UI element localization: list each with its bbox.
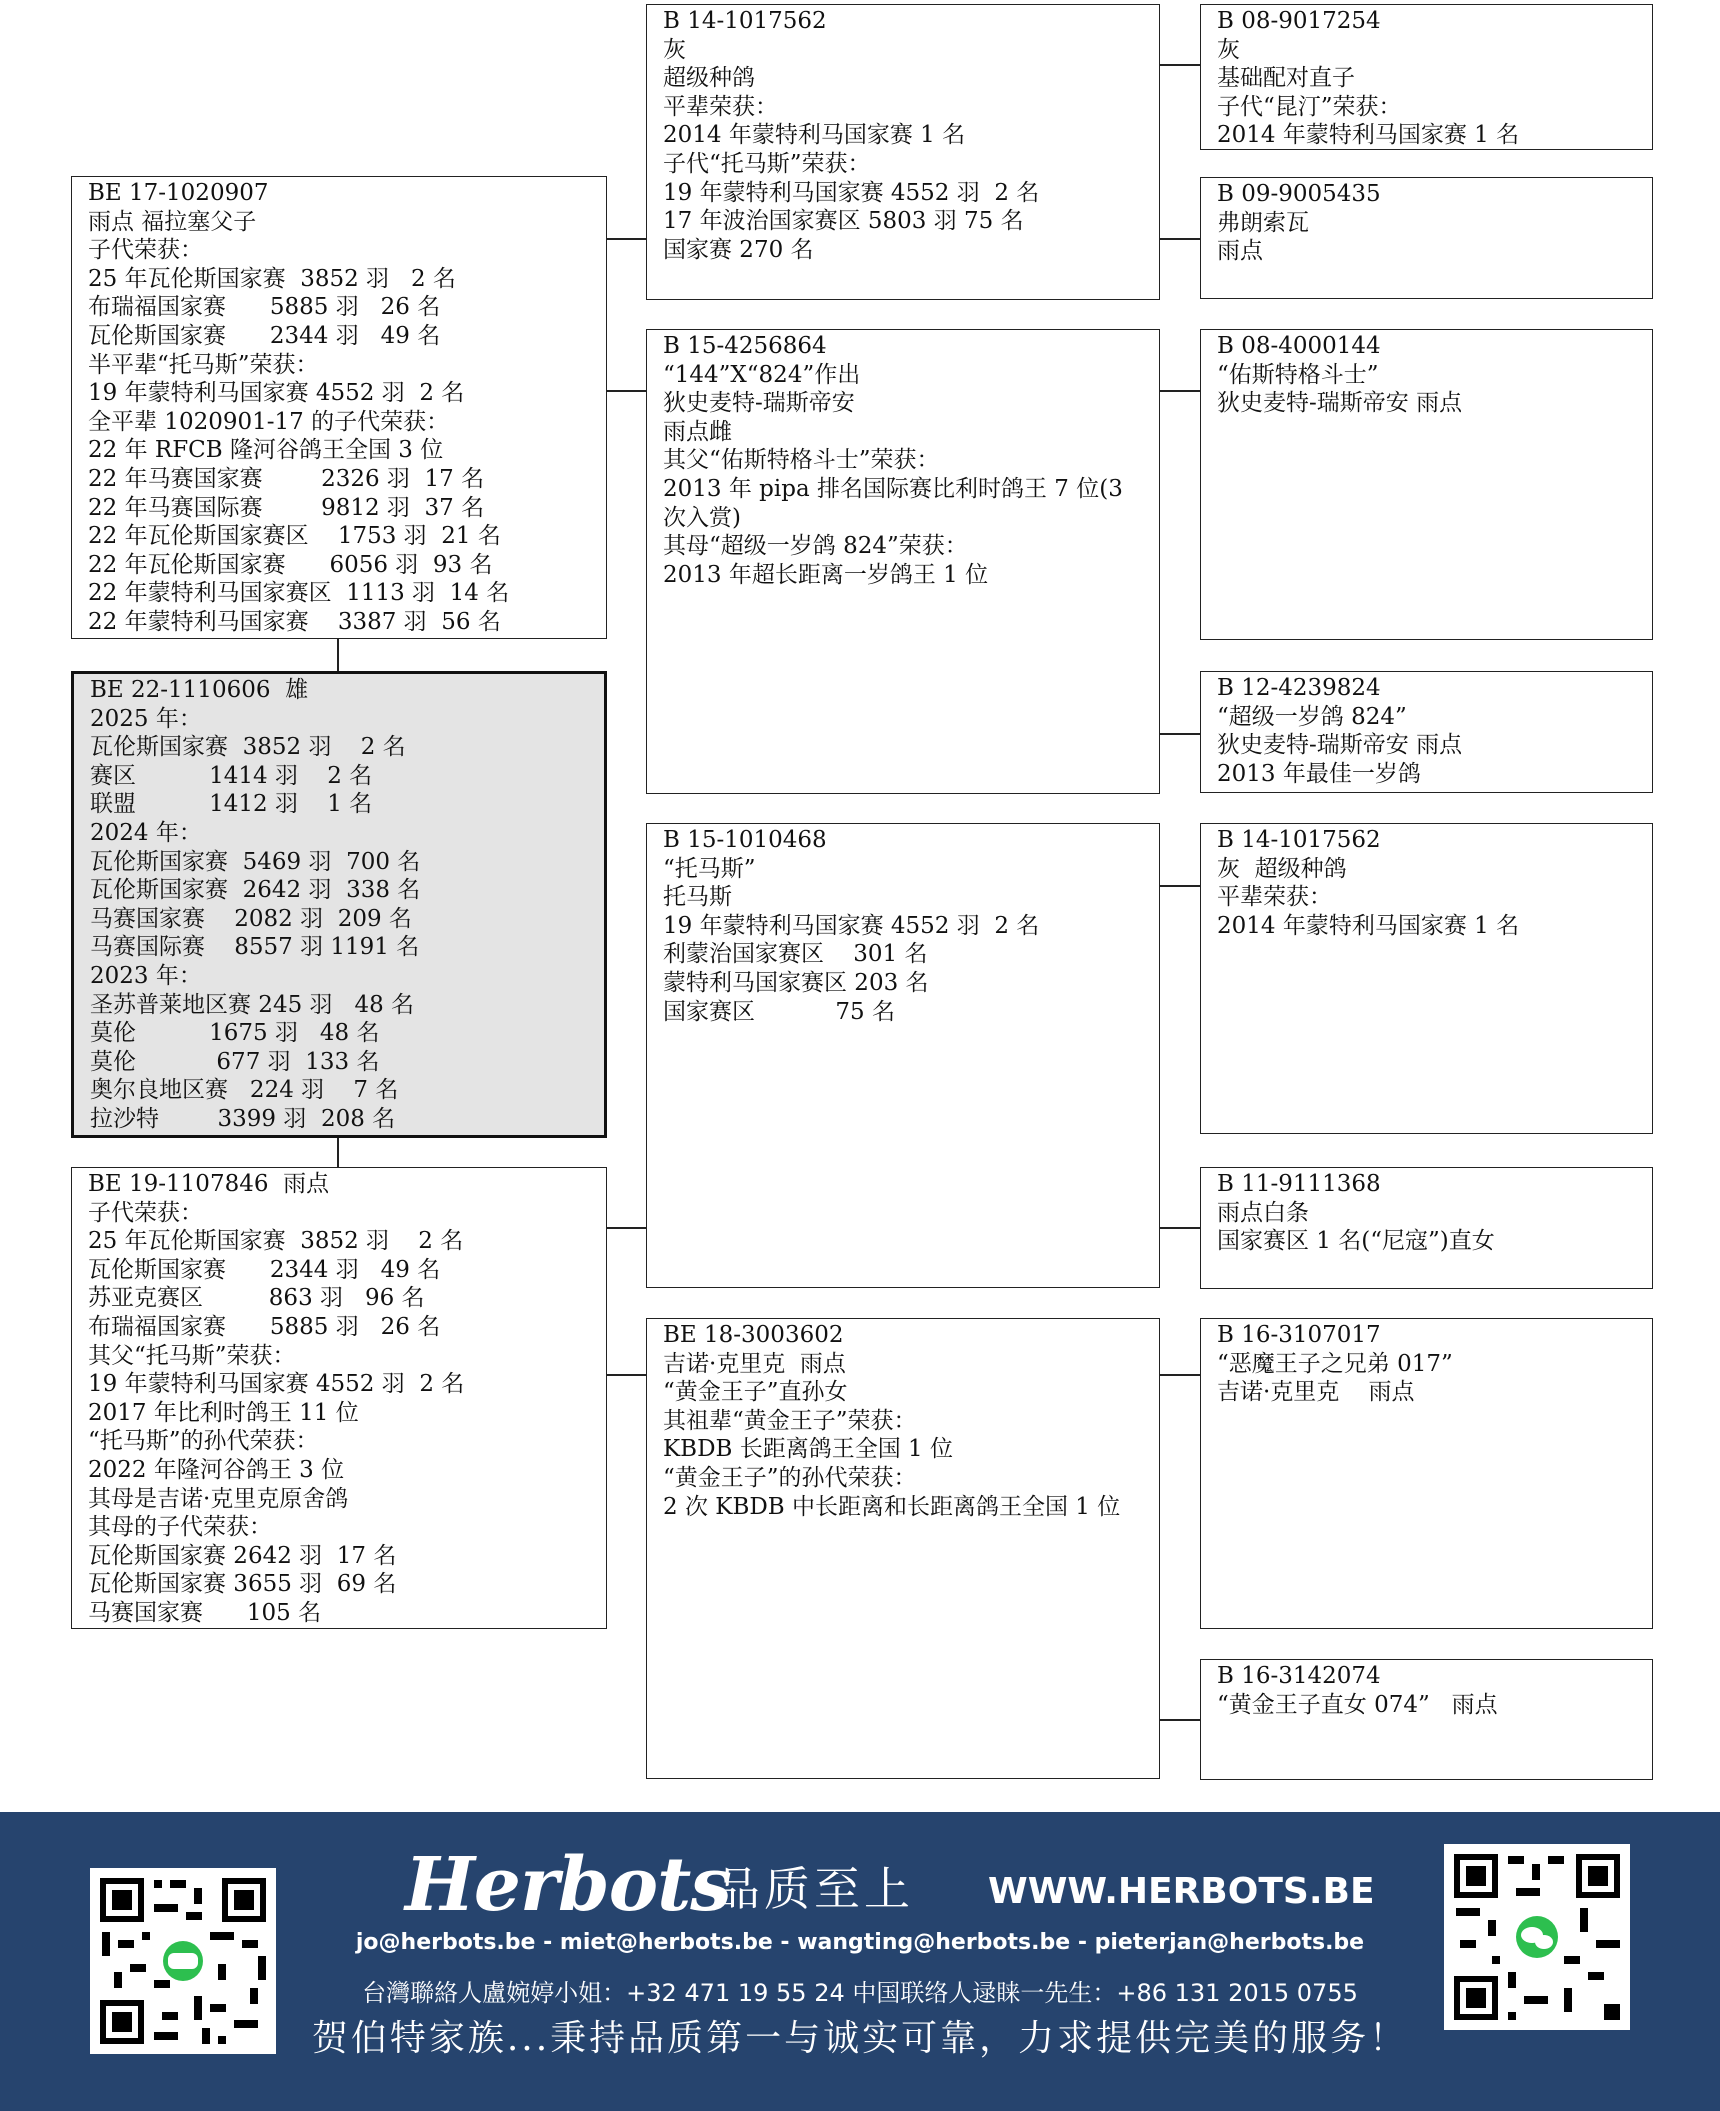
pedigree-line: 吉诺·克里克 雨点 — [663, 1350, 846, 1377]
pedigree-line: 17 年波治国家赛区 5803 羽 75 名 — [663, 208, 1024, 235]
pedigree-line: 灰 — [663, 36, 686, 63]
connector-line — [1160, 1719, 1200, 1721]
connector-line — [1160, 64, 1200, 66]
pedigree-line: 其父“托马斯”荣获： — [88, 1342, 296, 1369]
herbots-logo: Herbots — [405, 1842, 731, 1928]
pedigree-line: 赛区 1414 羽 2 名 — [90, 762, 373, 789]
pedigree-line: 灰 超级种鸽 — [1217, 855, 1347, 882]
pedigree-line: 2025 年： — [90, 705, 202, 732]
pedigree-line: 雨点 — [1217, 238, 1263, 265]
pedigree-line: “144”X“824”作出 — [663, 361, 861, 388]
pedigree-line: 瓦伦斯国家赛 5469 羽 700 名 — [90, 848, 421, 875]
ring-number: B 16-3107017 — [1217, 1322, 1381, 1348]
pedigree-line: 狄史麦特-瑞斯帝安 — [663, 390, 855, 417]
ring-number: B 08-9017254 — [1217, 8, 1381, 34]
great-granddam-3-card — [1200, 1167, 1653, 1289]
granddam-paternal-card — [646, 329, 1160, 794]
pedigree-line: 全平辈 1020901-17 的子代荣获： — [88, 408, 450, 435]
connector-line — [1160, 1227, 1200, 1229]
connector-line — [1160, 733, 1200, 735]
great-granddam-4-card — [1200, 1659, 1653, 1780]
granddam-maternal-card — [646, 1318, 1160, 1779]
pedigree-line: 雨点 福拉塞父子 — [88, 208, 257, 235]
pedigree-line: 其母“超级一岁鸽 824”荣获： — [663, 533, 968, 560]
pedigree-line: 奥尔良地区赛 224 羽 7 名 — [90, 1077, 399, 1104]
pedigree-line: 联盟 1412 羽 1 名 — [90, 791, 373, 818]
pedigree-line: 圣苏普莱地区赛 245 羽 48 名 — [90, 991, 415, 1018]
pedigree-line: 雨点白条 — [1217, 1199, 1309, 1226]
connector-line — [337, 1138, 339, 1167]
pedigree-line: 22 年瓦伦斯国家赛区 1753 羽 21 名 — [88, 523, 501, 550]
pedigree-line: 22 年马赛国际赛 9812 羽 37 名 — [88, 494, 485, 521]
pedigree-line: 2013 年 pipa 排名国际赛比利时鸽王 7 位(3 — [663, 475, 1123, 502]
pedigree-line: 布瑞福国家赛 5885 羽 26 名 — [88, 1313, 441, 1340]
ring-number: B 15-1010468 — [663, 827, 827, 853]
great-granddam-1-card — [1200, 177, 1653, 299]
ring-number: B 14-1017562 — [663, 8, 827, 34]
pedigree-line: 蒙特利马国家赛区 203 名 — [663, 969, 929, 996]
pedigree-line: 马赛国际赛 8557 羽 1191 名 — [90, 934, 420, 961]
pedigree-line: 22 年蒙特利马国家赛区 1113 羽 14 名 — [88, 580, 510, 607]
pedigree-line: 托马斯 — [663, 884, 732, 911]
pedigree-line: 子代“昆汀”荣获： — [1217, 93, 1402, 120]
pedigree-line: 2013 年超长距离一岁鸽王 1 位 — [663, 561, 989, 588]
pedigree-line: 2014 年蒙特利马国家赛 1 名 — [663, 122, 966, 149]
pedigree-line: 22 年蒙特利马国家赛 3387 羽 56 名 — [88, 608, 501, 635]
pedigree-line: 19 年蒙特利马国家赛 4552 羽 2 名 — [88, 1371, 465, 1398]
ring-number: BE 22-1110606 雄 — [90, 677, 309, 703]
pedigree-line: 2013 年最佳一岁鸽 — [1217, 760, 1421, 787]
ring-number: B 09-9005435 — [1217, 181, 1381, 207]
pedigree-line: 22 年马赛国家赛 2326 羽 17 名 — [88, 465, 485, 492]
pedigree-line: 22 年 RFCB 隆河谷鸽王全国 3 位 — [88, 437, 444, 464]
contact-phones: 台灣聯絡人盧婉婷小姐：+32 471 19 55 24 中国联络人逯睐一先生：+86 131 2015 0755 — [362, 1979, 1358, 2007]
pedigree-line: 19 年蒙特利马国家赛 4552 羽 2 名 — [663, 179, 1040, 206]
pedigree-line: 瓦伦斯国家赛 3852 羽 2 名 — [90, 734, 406, 761]
pedigree-line: 平辈荣获： — [663, 93, 778, 120]
great-granddam-2-card — [1200, 671, 1653, 793]
pedigree-line: 平辈荣获： — [1217, 884, 1332, 911]
ring-number: B 15-4256864 — [663, 333, 827, 359]
great-grandsire-2-card — [1200, 329, 1653, 640]
pedigree-line: 莫伦 1675 羽 48 名 — [90, 1020, 380, 1047]
pedigree-line: 瓦伦斯国家赛 2344 羽 49 名 — [88, 322, 441, 349]
pedigree-line: 苏亚克赛区 863 羽 96 名 — [88, 1285, 425, 1312]
pedigree-line: 瓦伦斯国家赛 2642 羽 17 名 — [88, 1542, 397, 1569]
pedigree-line: 国家赛区 1 名(“尼寇”)直女 — [1217, 1228, 1495, 1255]
connector-line — [1160, 1374, 1200, 1376]
pedigree-line: 弗朗索瓦 — [1217, 209, 1309, 236]
pedigree-line: 基础配对直子 — [1217, 65, 1355, 92]
pedigree-line: 22 年瓦伦斯国家赛 6056 羽 93 名 — [88, 551, 493, 578]
pedigree-line: 其母的子代荣获： — [88, 1514, 272, 1541]
pedigree-line: 瓦伦斯国家赛 3655 羽 69 名 — [88, 1571, 397, 1598]
website-link[interactable]: WWW.HERBOTS.BE — [988, 1871, 1375, 1912]
connector-line — [1160, 885, 1200, 887]
pedigree-line: “黄金王子直女 074” 雨点 — [1217, 1691, 1498, 1718]
pedigree-line: 莫伦 677 羽 133 名 — [90, 1048, 380, 1075]
pedigree-line: 半平辈“托马斯”荣获： — [88, 351, 319, 378]
pedigree-line: 子代荣获： — [88, 1199, 203, 1226]
pedigree-line: 超级种鸽 — [663, 65, 755, 92]
ring-number: BE 19-1107846 雨点 — [88, 1171, 330, 1197]
pedigree-line: 瓦伦斯国家赛 2344 羽 49 名 — [88, 1256, 441, 1283]
footer-tagline: 贺伯特家族...秉持品质第一与诚实可靠，力求提供完美的服务！ — [311, 2018, 1409, 2059]
pedigree-line: 2024 年： — [90, 819, 202, 846]
pedigree-line: 19 年蒙特利马国家赛 4552 羽 2 名 — [88, 380, 465, 407]
pedigree-line: “托马斯”的孙代荣获： — [88, 1428, 319, 1455]
pedigree-line: 子代荣获： — [88, 237, 203, 264]
pedigree-line: “超级一岁鸽 824” — [1217, 703, 1407, 730]
pedigree-line: KBDB 长距离鸽王全国 1 位 — [663, 1436, 953, 1463]
pedigree-line: 子代“托马斯”荣获： — [663, 150, 871, 177]
ring-number: B 11-9111368 — [1217, 1171, 1381, 1197]
pedigree-line: 拉沙特 3399 羽 208 名 — [90, 1105, 396, 1132]
pedigree-line: 狄史麦特-瑞斯帝安 雨点 — [1217, 732, 1463, 759]
ring-number: B 08-4000144 — [1217, 333, 1381, 359]
contact-emails[interactable]: jo@herbots.be - miet@herbots.be - wangting@herbots.be - pieterjan@herbots.be — [355, 1930, 1365, 1955]
brand-slogan: 品质至上 — [714, 1862, 914, 1916]
connector-line — [607, 390, 646, 392]
pedigree-line: 利蒙治国家赛区 301 名 — [663, 941, 928, 968]
pedigree-line: 马赛国家赛 105 名 — [88, 1599, 322, 1626]
connector-line — [607, 238, 646, 240]
pedigree-line: 狄史麦特-瑞斯帝安 雨点 — [1217, 390, 1463, 417]
pedigree-line: 瓦伦斯国家赛 2642 羽 338 名 — [90, 877, 421, 904]
pedigree-line: 其父“佑斯特格斗士”荣获： — [663, 447, 940, 474]
pedigree-line: 25 年瓦伦斯国家赛 3852 羽 2 名 — [88, 1228, 464, 1255]
great-grandsire-3-card — [1200, 823, 1653, 1134]
pedigree-line: “恶魔王子之兄弟 017” — [1217, 1350, 1453, 1377]
pedigree-line: 2014 年蒙特利马国家赛 1 名 — [1217, 912, 1520, 939]
pedigree-line: 2014 年蒙特利马国家赛 1 名 — [1217, 122, 1520, 149]
connector-line — [607, 1374, 646, 1376]
grandsire-paternal-card — [646, 4, 1160, 300]
pedigree-line: 布瑞福国家赛 5885 羽 26 名 — [88, 294, 441, 321]
ring-number: BE 18-3003602 — [663, 1322, 844, 1348]
ring-number: BE 17-1020907 — [88, 180, 269, 206]
pedigree-line: 吉诺·克里克 雨点 — [1217, 1379, 1415, 1406]
subject-bird-card — [71, 671, 607, 1138]
pedigree-line: 2022 年隆河谷鸽王 3 位 — [88, 1456, 345, 1483]
connector-line — [1160, 238, 1200, 240]
pedigree-line: 灰 — [1217, 36, 1240, 63]
pedigree-line: 2017 年比利时鸽王 11 位 — [88, 1399, 359, 1426]
pedigree-line: 国家赛区 75 名 — [663, 998, 895, 1025]
pedigree-line: “佑斯特格斗士” — [1217, 361, 1379, 388]
pedigree-line: 25 年瓦伦斯国家赛 3852 羽 2 名 — [88, 265, 456, 292]
dam-card — [71, 1167, 607, 1629]
pedigree-line: 马赛国家赛 2082 羽 209 名 — [90, 905, 412, 932]
ring-number: B 16-3142074 — [1217, 1663, 1381, 1689]
great-grandsire-1-card — [1200, 4, 1653, 150]
pedigree-line: 雨点雌 — [663, 418, 732, 445]
great-grandsire-4-card — [1200, 1318, 1653, 1629]
ring-number: B 12-4239824 — [1217, 675, 1381, 701]
pedigree-line: 其母是吉诺·克里克原舍鸽 — [88, 1485, 349, 1512]
pedigree-line: “黄金王子”的孙代荣获： — [663, 1464, 917, 1491]
ring-number: B 14-1017562 — [1217, 827, 1381, 853]
pedigree-line: 次入赏) — [663, 504, 741, 531]
pedigree-line: “黄金王子”直孙女 — [663, 1379, 848, 1406]
pedigree-line: 2 次 KBDB 中长距离和长距离鸽王全国 1 位 — [663, 1493, 1121, 1520]
grandsire-maternal-card — [646, 823, 1160, 1288]
pedigree-line: 19 年蒙特利马国家赛 4552 羽 2 名 — [663, 912, 1040, 939]
sire-card — [71, 176, 607, 639]
pedigree-line: 2023 年： — [90, 962, 202, 989]
pedigree-line: 其祖辈“黄金王子”荣获： — [663, 1407, 917, 1434]
pedigree-line: 国家赛 270 名 — [663, 236, 814, 263]
connector-line — [1160, 390, 1200, 392]
connector-line — [337, 639, 339, 671]
connector-line — [607, 1227, 646, 1229]
pedigree-line: “托马斯” — [663, 855, 756, 882]
